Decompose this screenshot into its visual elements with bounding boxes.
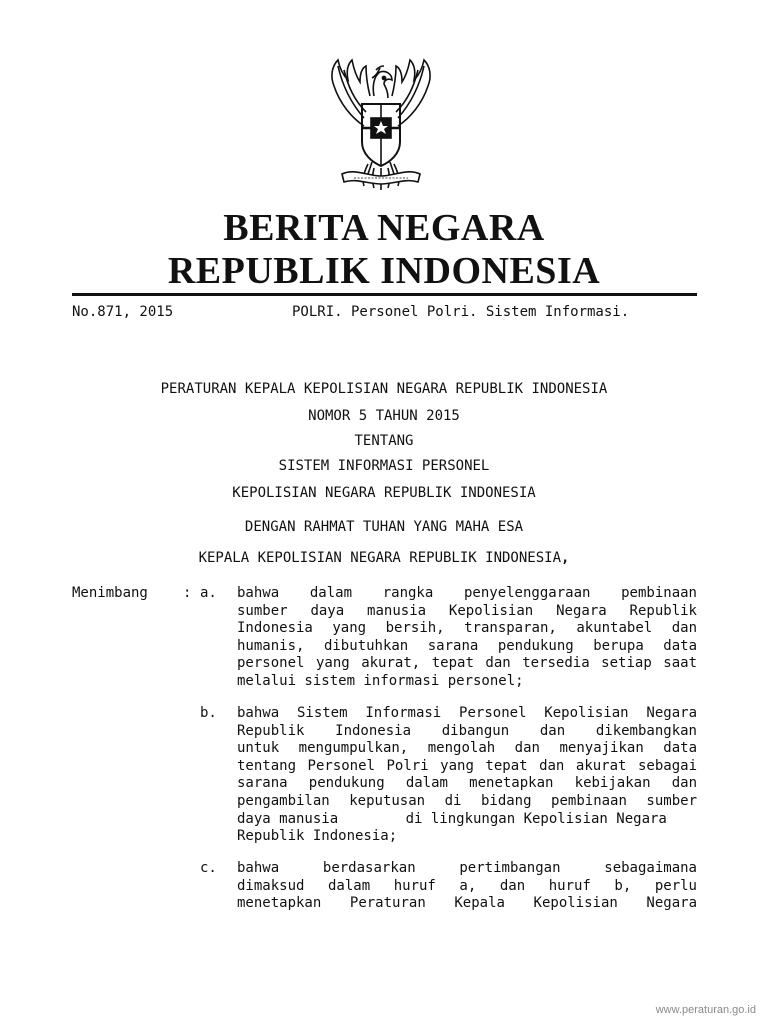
text-line: bahwa Sistem Informasi Personel Kepolisian Negara bbox=[237, 705, 697, 721]
text-line: Republik Indonesia; bbox=[237, 828, 398, 845]
regulation-heading: PERATURAN KEPALA KEPOLISIAN NEGARA REPUBLIK INDONESIA bbox=[160, 381, 608, 397]
regulation-subject: SISTEM INFORMASI PERSONEL bbox=[278, 458, 490, 474]
text-line: sumber daya manusia Kepolisian Negara Republik bbox=[237, 602, 697, 619]
item-c-marker: c. bbox=[200, 860, 217, 876]
text-line: daya manusia di lingkungan Kepolisian Negara bbox=[237, 810, 667, 827]
header-divider bbox=[72, 293, 697, 296]
item-c-text bbox=[237, 860, 697, 913]
text-line: tentang Personel Polri yang tepat dan akurat sebagai bbox=[237, 757, 697, 774]
text-line: dimaksud dalam huruf a, dan huruf b, perlu bbox=[237, 877, 697, 894]
publication-number: No.871, 2015 bbox=[72, 304, 174, 320]
document-title-line2: REPUBLIK INDONESIA bbox=[167, 250, 601, 292]
regulation-about: TENTANG bbox=[354, 433, 414, 449]
issuer-line bbox=[0, 550, 768, 566]
considerations-label: Menimbang bbox=[72, 585, 148, 601]
text-line: melalui sistem informasi personel; bbox=[237, 672, 524, 689]
text-line: bahwa dalam rangka penyelenggaraan pembinaan bbox=[237, 585, 697, 601]
item-b-marker: b. bbox=[200, 705, 217, 721]
document-title-line1: BERITA NEGARA bbox=[223, 207, 545, 249]
regulation-number: NOMOR 5 TAHUN 2015 bbox=[308, 408, 460, 424]
item-a-text bbox=[237, 585, 697, 691]
text-line: sarana pendukung dalam menetapkan kebijakan dan bbox=[237, 775, 697, 792]
item-b-text bbox=[237, 705, 697, 846]
text-line: humanis, dibutuhkan sarana pendukung berupa data bbox=[237, 637, 697, 654]
regulation-institution: KEPOLISIAN NEGARA REPUBLIK INDONESIA bbox=[232, 485, 536, 501]
text-line: untuk mengumpulkan, mengolah dan menyajikan data bbox=[237, 740, 697, 757]
text-line: pengambilan keputusan di bidang pembinaan sumber bbox=[237, 792, 697, 809]
text-line: Indonesia yang bersih, transparan, akuntabel dan bbox=[237, 620, 697, 637]
considerations-colon: : bbox=[183, 585, 192, 601]
item-a-marker: a. bbox=[200, 585, 217, 601]
text-line: bahwa berdasarkan pertimbangan sebagaimana bbox=[237, 860, 697, 876]
garuda-pancasila-emblem bbox=[314, 56, 448, 196]
text-line: menetapkan Peraturan Kepala Kepolisian Negara bbox=[237, 895, 697, 912]
issuer-comma: , bbox=[561, 550, 570, 566]
invocation: DENGAN RAHMAT TUHAN YANG MAHA ESA bbox=[244, 519, 524, 535]
text-line: personel yang akurat, tepat dan tersedia setiap saat bbox=[237, 655, 697, 672]
text-line: Republik Indonesia dibangun dan dikembangkan bbox=[237, 722, 697, 739]
issuer-text: KEPALA KEPOLISIAN NEGARA REPUBLIK INDONESIA bbox=[198, 550, 561, 566]
source-url: www.peraturan.go.id bbox=[655, 1004, 756, 1016]
publication-topic: POLRI. Personel Polri. Sistem Informasi. bbox=[292, 304, 630, 320]
